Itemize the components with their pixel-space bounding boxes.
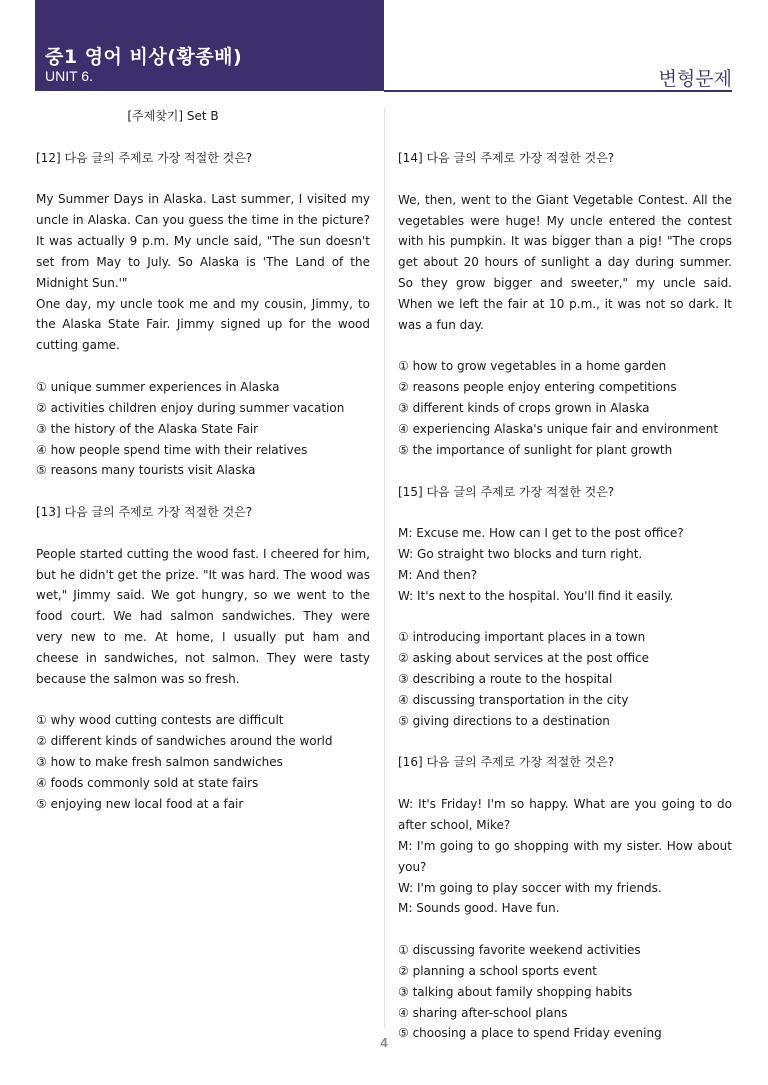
answer-option: ⑤ giving directions to a destination xyxy=(398,713,610,728)
answer-option: ② planning a school sports event xyxy=(398,963,598,978)
answer-option: ④ discussing transportation in the city xyxy=(398,692,629,707)
answer-option: ④ how people spend time with their relatives xyxy=(36,442,308,457)
answer-option: ① why wood cutting contests are difficult xyxy=(36,713,284,728)
question-heading: [15] 다음 글의 주제로 가장 적절한 것은? xyxy=(398,484,615,499)
right-column xyxy=(398,148,732,1044)
answer-option: ③ talking about family shopping habits xyxy=(398,984,633,999)
question-heading: [16] 다음 글의 주제로 가장 적절한 것은? xyxy=(398,755,615,770)
header-title: 중1 영어 비상(황종배) xyxy=(45,46,243,68)
header-banner xyxy=(35,0,384,91)
question-15 xyxy=(398,482,732,732)
answer-option: ⑤ enjoying new local food at a fair xyxy=(36,796,244,811)
dialogue-line: M: Sounds good. Have fun. xyxy=(398,901,560,916)
dialogue-line: W: It's next to the hospital. You'll find it easily. xyxy=(398,588,674,603)
question-14 xyxy=(398,148,732,461)
dialogue-line: W: I'm going to play soccer with my friends. xyxy=(398,880,662,895)
question-heading: [14] 다음 글의 주제로 가장 적절한 것은? xyxy=(398,151,615,165)
answer-option: ① introducing important places in a town xyxy=(398,630,646,645)
answer-option: ① how to grow vegetables in a home garden xyxy=(398,359,667,374)
passage-paragraph: My Summer Days in Alaska. Last summer, I visited my uncle in Alaska. Can you guess the time in the picture? It was actually 9 p.m. My uncle said, "The sun doesn't set from May to July. So Alaska is 'The Land of the Midnight Sun.'" xyxy=(36,192,370,290)
answer-option: ② reasons people enjoy entering competitions xyxy=(398,380,677,395)
question-heading: [13] 다음 글의 주제로 가장 적절한 것은? xyxy=(36,505,253,520)
page-number: 4 xyxy=(380,1035,388,1050)
answer-option: ⑤ reasons many tourists visit Alaska xyxy=(36,463,256,478)
answer-option: ⑤ the importance of sunlight for plant growth xyxy=(398,442,673,457)
dialogue-line: M: Excuse me. How can I get to the post office? xyxy=(398,526,684,541)
answer-option: ③ describing a route to the hospital xyxy=(398,672,613,687)
answer-option: ② activities children enjoy during summer vacation xyxy=(36,400,345,415)
column-divider xyxy=(384,108,385,1028)
answer-option: ③ the history of the Alaska State Fair xyxy=(36,421,259,436)
question-16 xyxy=(398,752,732,1044)
dialogue-line: M: And then? xyxy=(398,567,478,582)
answer-option: ④ foods commonly sold at state fairs xyxy=(36,776,259,790)
question-heading: [12] 다음 글의 주제로 가장 적절한 것은? xyxy=(36,150,253,165)
answer-option: ③ different kinds of crops grown in Alaska xyxy=(398,401,650,416)
set-label: [주제찾기] Set B xyxy=(127,109,219,123)
answer-option: ① discussing favorite weekend activities xyxy=(398,943,641,958)
passage-paragraph: We, then, went to the Giant Vegetable Contest. All the vegetables were huge! My uncle entered the contest with his pumpkin. It was bigger than a pig! "The crops get about 20 hours of sunlight a day during summer. So they grow bigger and sweeter," my uncle said. When we left the fair at 10 p.m., it was not so dark. It was a fun day. xyxy=(398,192,732,332)
dialogue-line: W: Go straight two blocks and turn right. xyxy=(398,547,643,562)
answer-option: ② different kinds of sandwiches around the world xyxy=(36,734,333,749)
answer-option: ③ how to make fresh salmon sandwiches xyxy=(36,755,283,770)
passage-paragraph: People started cutting the wood fast. I cheered for him, but he didn't get the prize. "It was hard. The wood was wet," Jimmy said. We got hungry, so we went to the food court. We had salmon sandwiches. They were very new to me. At home, I usually put ham and cheese in sandwiches, not salmon. They were tasty because the salmon was so fresh. xyxy=(36,546,370,686)
header-label: 변형문제 xyxy=(658,68,732,90)
dialogue-line: M: I'm going to go shopping with my sister. How about you? xyxy=(398,838,732,874)
answer-option: ④ sharing after-school plans xyxy=(398,1005,568,1020)
answer-option: ② asking about services at the post office xyxy=(398,651,650,666)
left-column xyxy=(36,106,370,815)
answer-option: ④ experiencing Alaska's unique fair and environment xyxy=(398,421,719,436)
answer-option: ① unique summer experiences in Alaska xyxy=(36,379,280,394)
dialogue-line: W: It's Friday! I'm so happy. What are you going to do after school, Mike? xyxy=(398,797,732,832)
question-12 xyxy=(36,148,370,482)
question-13 xyxy=(36,502,370,815)
header-unit: UNIT 6. xyxy=(45,68,93,84)
answer-option: ⑤ choosing a place to spend Friday evening xyxy=(398,1026,662,1041)
passage-paragraph: One day, my uncle took me and my cousin, Jimmy, to the Alaska State Fair. Jimmy signed up for the wood cutting game. xyxy=(36,296,370,353)
